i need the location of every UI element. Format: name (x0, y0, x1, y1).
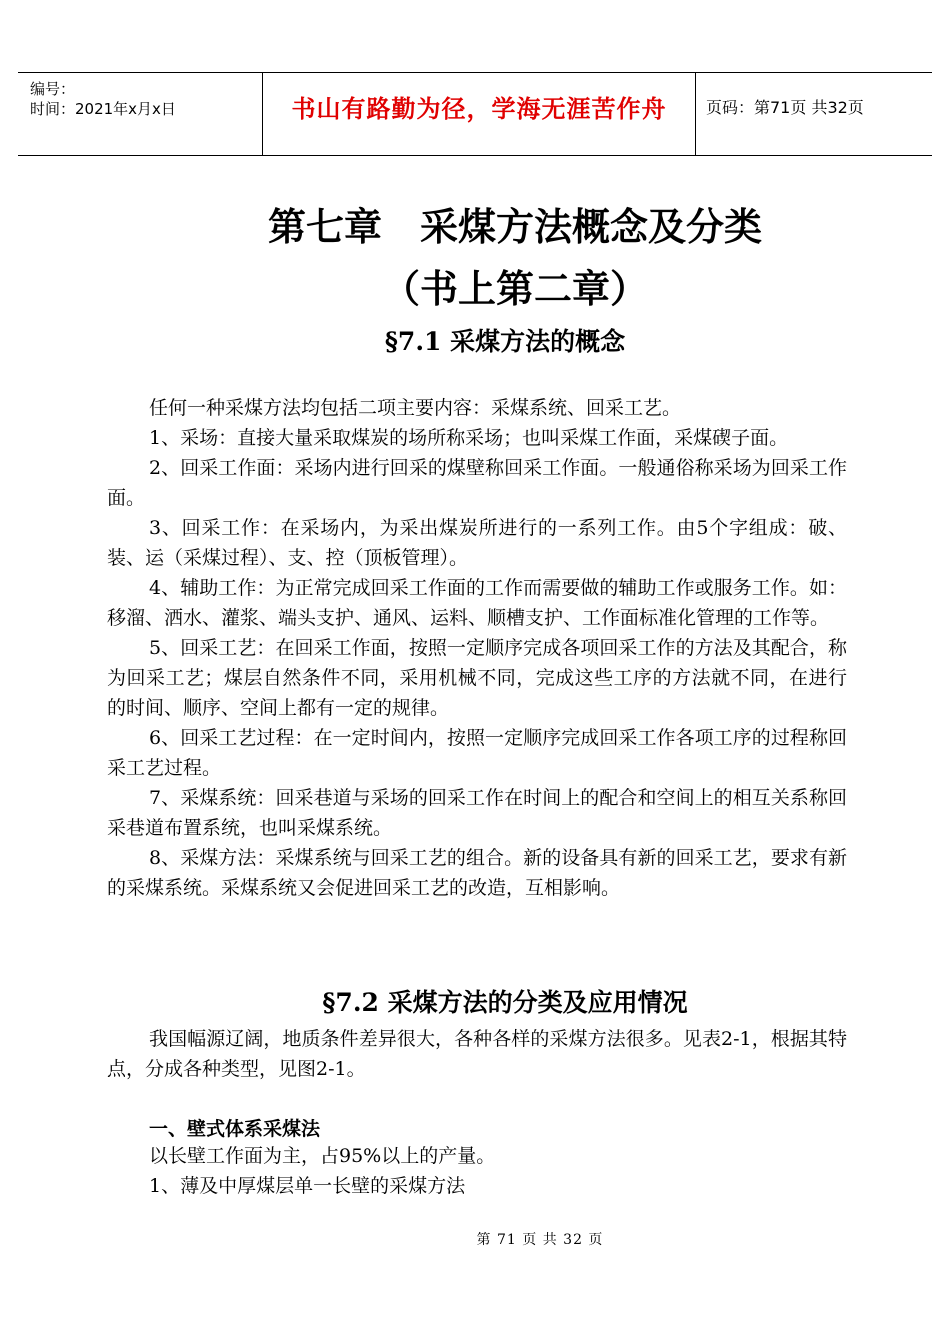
number-label: 编号： (30, 80, 76, 98)
paragraph: 2、回采工作面：采场内进行回采的煤壁称回采工作面。一般通俗称采场为回采工作面。 (107, 457, 847, 509)
paragraph: 3、回采工作：在采场内，为采出煤炭所进行的一系列工作。由5个字组成：破、装、运（采煤过程）、支、控（顶板管理）。 (107, 517, 847, 569)
paragraph: 1、薄及中厚煤层单一长壁的采煤方法 (149, 1175, 466, 1197)
paragraph: 6、回采工艺过程：在一定时间内，按照一定顺序完成回采工作各项工序的过程称回采工艺过程。 (107, 727, 847, 779)
subsection-body (107, 1141, 847, 1201)
section-1-title: §7.1 采煤方法的概念 (384, 327, 626, 356)
paragraph: 任何一种采煤方法均包括二项主要内容：采煤系统、回采工艺。 (149, 397, 682, 419)
motto-text: 书山有路勤为径，学海无涯苦作舟 (291, 94, 667, 123)
paragraph: 5、回采工艺：在回采工作面，按照一定顺序完成各项回采工作的方法及其配合，称为回采工艺；煤层自然条件不同，采用机械不同，完成这些工序的方法就不同，在进行的时间、顺序、空间上都有一定的规律。 (107, 637, 847, 719)
chapter-title: 第七章 采煤方法概念及分类 (267, 205, 762, 249)
page-info: 页码：第71页 共32页 (706, 97, 864, 117)
paragraph: 以长壁工作面为主，占95%以上的产量。 (149, 1145, 496, 1167)
page-footer: 第 71 页 共 32 页 (476, 1232, 604, 1248)
section-2-body (107, 1024, 847, 1084)
header-motto-cell (263, 73, 696, 156)
section-2-title: §7.2 采煤方法的分类及应用情况 (322, 988, 688, 1017)
header-meta-cell (18, 73, 263, 156)
chapter-subtitle: （书上第二章） (381, 267, 648, 311)
header-table (18, 72, 932, 156)
paragraph: 我国幅源辽阔，地质条件差异很大，各种各样的采煤方法很多。见表2-1，根据其特点，分成各种类型，见图2-1。 (107, 1028, 847, 1080)
paragraph: 1、采场：直接大量采取煤炭的场所称采场；也叫采煤工作面，采煤碶子面。 (149, 427, 789, 449)
paragraph: 8、采煤方法：采煤系统与回采工艺的组合。新的设备具有新的回采工艺，要求有新的采煤系统。采煤系统又会促进回采工艺的改造，互相影响。 (107, 847, 847, 899)
subsection-heading: 一、壁式体系采煤法 (149, 1118, 321, 1140)
section-1-body (107, 393, 847, 903)
paragraph: 7、采煤系统：回采巷道与采场的回采工作在时间上的配合和空间上的相互关系称回采巷道布置系统，也叫采煤系统。 (107, 787, 847, 839)
paragraph: 4、辅助工作：为正常完成回采工作面的工作而需要做的辅助工作或服务工作。如：移溜、洒水、灌浆、端头支护、通风、运料、顺槽支护、工作面标准化管理的工作等。 (107, 577, 847, 629)
time-label: 时间：2021年x月x日 (30, 100, 176, 118)
header-page-cell (696, 73, 933, 156)
